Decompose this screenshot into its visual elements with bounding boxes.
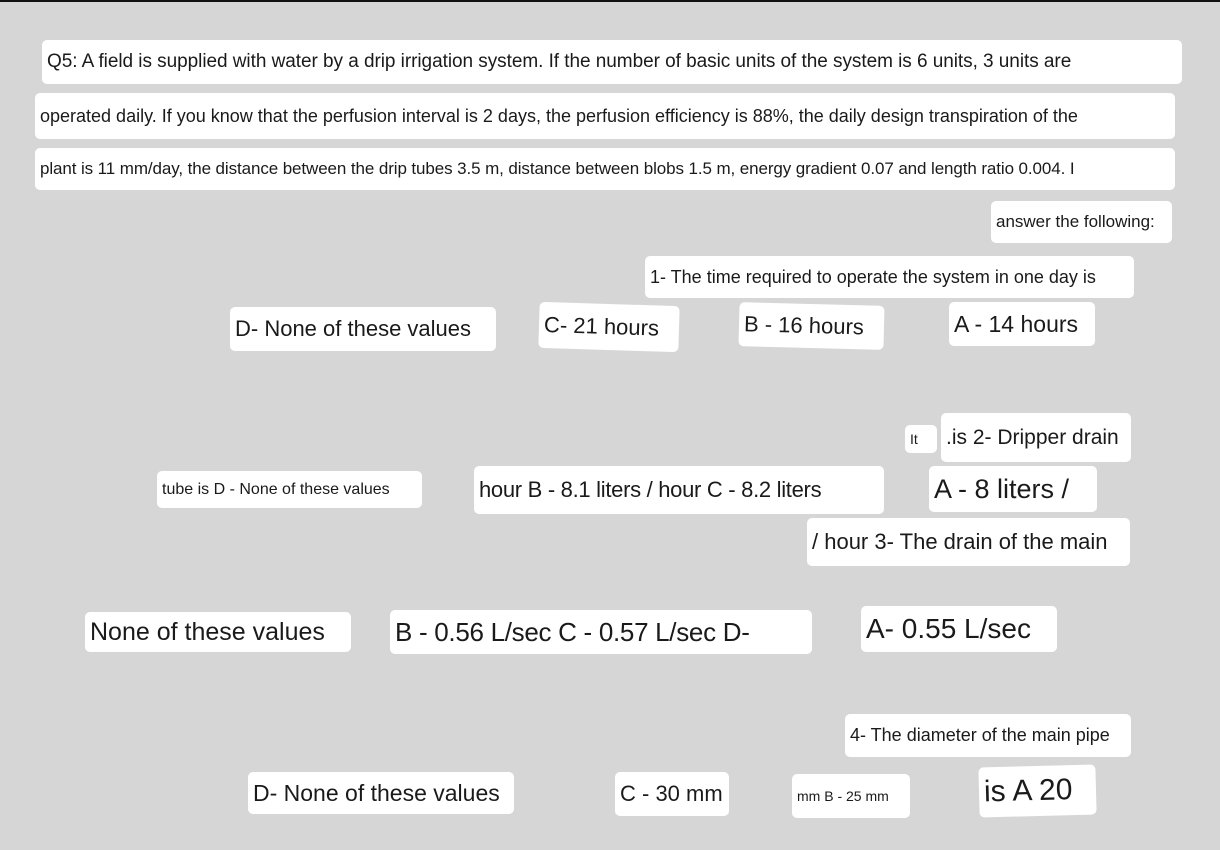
q2-prompt: .is 2- Dripper drain: [941, 413, 1131, 462]
q3-options-b-c-d[interactable]: B - 0.56 L/sec C - 0.57 L/sec D-: [390, 610, 812, 654]
question-line-1: Q5: A field is supplied with water by a drip irrigation system. If the number of basic units of the system is 6 units, 3 units are: [42, 40, 1182, 84]
q4-prompt: 4- The diameter of the main pipe: [845, 714, 1131, 757]
q3-option-a[interactable]: A- 0.55 L/sec: [861, 606, 1057, 652]
q1-option-c[interactable]: C- 21 hours: [538, 302, 679, 352]
q1-option-d[interactable]: D- None of these values: [230, 307, 496, 351]
q1-prompt: 1- The time required to operate the system in one day is: [645, 256, 1134, 298]
q3-prompt: / hour 3- The drain of the main: [807, 518, 1130, 566]
q4-option-a[interactable]: is A 20: [978, 764, 1096, 817]
question-line-4: answer the following:: [991, 201, 1172, 243]
q3-option-d-tail[interactable]: None of these values: [85, 612, 351, 652]
q4-option-c[interactable]: C - 30 mm: [615, 772, 729, 816]
q2-option-a[interactable]: A - 8 liters /: [929, 466, 1097, 512]
q1-option-a[interactable]: A - 14 hours: [949, 302, 1095, 346]
q2-options-b-c[interactable]: hour B - 8.1 liters / hour C - 8.2 liters: [474, 466, 884, 514]
q2-option-d[interactable]: tube is D - None of these values: [157, 471, 422, 508]
q1-option-b[interactable]: B - 16 hours: [738, 302, 884, 350]
question-line-2: operated daily. If you know that the perfusion interval is 2 days, the perfusion efficiency is 88%, the daily design transpiration of the: [35, 93, 1175, 139]
q4-option-b[interactable]: mm B - 25 mm: [792, 774, 910, 818]
top-border: [0, 0, 1220, 2]
q2-it-fragment: It: [905, 425, 937, 453]
q4-option-d[interactable]: D- None of these values: [248, 772, 514, 814]
question-line-3: plant is 11 mm/day, the distance between the drip tubes 3.5 m, distance between blobs 1.5 m, energy gradient 0.07 and length ratio 0.004. I: [35, 148, 1175, 190]
